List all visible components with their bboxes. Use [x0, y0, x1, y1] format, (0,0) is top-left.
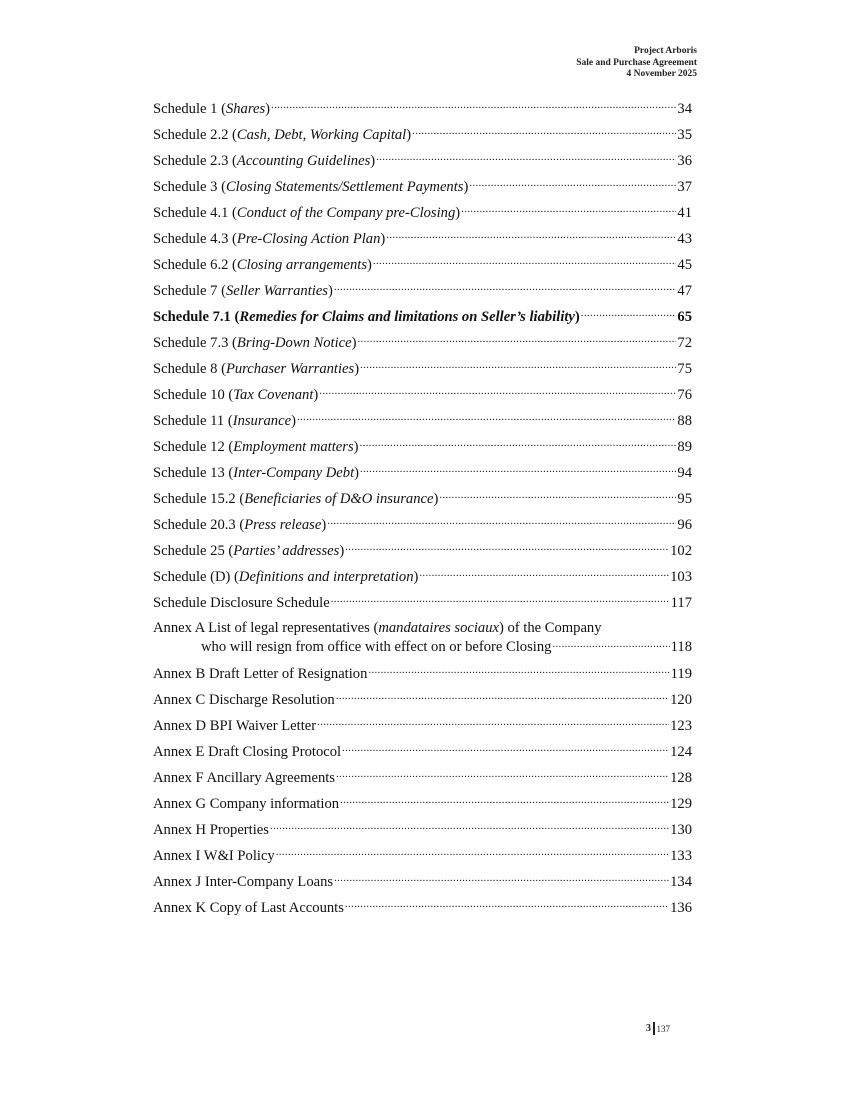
toc-entry-schedule-2-3[interactable]: [153, 151, 692, 177]
dot-leader: [345, 541, 669, 555]
toc-entry-page: 65: [677, 309, 692, 325]
toc-entry-label: Annex A List of legal representatives (mandataires sociaux) of the Company: [153, 620, 602, 636]
toc-entry-page: 123: [670, 718, 692, 734]
toc-entry-page: 136: [670, 900, 692, 916]
toc-entry-annex-d[interactable]: [153, 716, 692, 742]
toc-entry-label: Annex G Company information: [153, 796, 340, 812]
toc-entry-label: Annex K Copy of Last Accounts: [153, 900, 344, 916]
dot-leader: [336, 690, 669, 704]
toc-entry-label: Schedule 1 (Shares): [153, 101, 271, 117]
toc-entry-schedule-2-2[interactable]: [153, 125, 692, 151]
toc-entry-page: 95: [677, 491, 692, 507]
toc-entry-page: 102: [670, 543, 692, 559]
dot-leader: [270, 820, 669, 834]
toc-entry-page: 103: [670, 569, 692, 585]
toc-entry-schedule-25[interactable]: [153, 541, 692, 567]
dot-leader: [376, 151, 676, 165]
dot-leader: [368, 664, 669, 678]
toc-entry-schedule-3[interactable]: [153, 177, 692, 203]
header-doc-type: Sale and Purchase Agreement: [576, 57, 697, 68]
toc-entry-label: Annex J Inter-Company Loans: [153, 874, 334, 890]
toc-entry-page: 128: [670, 770, 692, 786]
toc-entry-schedule-10[interactable]: [153, 385, 692, 411]
dot-leader: [581, 307, 677, 321]
toc-entry-page: 120: [670, 692, 692, 708]
toc-entry-schedule-7[interactable]: [153, 281, 692, 307]
toc-entry-page: 129: [670, 796, 692, 812]
dot-leader: [439, 489, 676, 503]
dot-leader: [276, 846, 669, 860]
toc-entry-label: Schedule 4.3 (Pre-Closing Action Plan): [153, 231, 386, 247]
toc-entry-page: 130: [670, 822, 692, 838]
toc-entry-annex-a[interactable]: [153, 619, 692, 664]
toc-entry-label: Schedule 4.1 (Conduct of the Company pre-Closing): [153, 205, 461, 221]
toc-entry-label-continued: who will resign from office with effect on or before Closing: [201, 639, 552, 655]
toc-entry-schedule-20-3[interactable]: [153, 515, 692, 541]
toc-entry-label: Schedule 12 (Employment matters): [153, 439, 359, 455]
header-project: Project Arboris: [634, 46, 697, 56]
toc-entry-label: Schedule 6.2 (Closing arrangements): [153, 257, 372, 273]
toc-entry-label: Schedule 13 (Inter-Company Debt): [153, 465, 360, 481]
toc-entry-label: Schedule (D) (Definitions and interpretation): [153, 569, 419, 585]
toc-entry-page: 43: [677, 231, 692, 247]
toc-entry-label: Annex H Properties: [153, 822, 269, 838]
toc-entry-schedule-7-3[interactable]: [153, 333, 692, 359]
toc-entry-label: Schedule 11 (Insurance): [153, 413, 296, 429]
dot-leader: [469, 177, 676, 191]
toc-entry-label: Schedule 7.1 (Remedies for Claims and limitations on Seller’s liability): [153, 309, 580, 325]
toc-entry-page: 72: [677, 335, 692, 351]
dot-leader: [319, 385, 676, 399]
toc-entry-label: Annex E Draft Closing Protocol: [153, 744, 342, 760]
toc-entry-annex-e[interactable]: [153, 742, 692, 768]
dot-leader: [360, 437, 677, 451]
toc-entry-label: Schedule Disclosure Schedule: [153, 595, 330, 611]
toc-entry-page: 41: [677, 205, 692, 221]
toc-entry-page: 88: [677, 413, 692, 429]
toc-entry-page: 133: [670, 848, 692, 864]
toc-entry-label: Schedule 20.3 (Press release): [153, 517, 327, 533]
toc-entry-page: 47: [677, 283, 692, 299]
toc-entry-annex-j[interactable]: [153, 872, 692, 898]
current-page: 3: [646, 1023, 651, 1034]
toc-entry-label: Schedule 3 (Closing Statements/Settlement Payments): [153, 179, 469, 195]
dot-leader: [358, 333, 677, 347]
dot-leader: [331, 593, 670, 607]
toc-entry-page: 36: [677, 153, 692, 169]
toc-entry-label: Schedule 15.2 (Beneficiaries of D&O insurance): [153, 491, 439, 507]
toc-entry-label: Annex C Discharge Resolution: [153, 692, 335, 708]
toc-entry-label: Schedule 7.3 (Bring-Down Notice): [153, 335, 357, 351]
page-separator: [653, 1022, 655, 1035]
toc-entry-label: Schedule 25 (Parties’ addresses): [153, 543, 345, 559]
toc-entry-annex-b[interactable]: [153, 664, 692, 690]
toc-entry-annex-f[interactable]: [153, 768, 692, 794]
toc-entry-page: 34: [677, 101, 692, 117]
toc-entry-annex-c[interactable]: [153, 690, 692, 716]
toc-entry-label: Annex F Ancillary Agreements: [153, 770, 335, 786]
toc-entry-page: 76: [677, 387, 692, 403]
dot-leader: [317, 716, 669, 730]
toc-entry-label: Annex D BPI Waiver Letter: [153, 718, 317, 734]
toc-entry-page: 94: [677, 465, 692, 481]
dot-leader: [419, 567, 669, 581]
dot-leader: [360, 463, 676, 477]
toc-entry-page: 37: [677, 179, 692, 195]
toc-entry-schedule-disclosure[interactable]: [153, 593, 692, 619]
toc-entry-page: 96: [677, 517, 692, 533]
dot-leader: [552, 637, 669, 651]
toc-entry-schedule-d[interactable]: [153, 567, 692, 593]
toc-entry-schedule-1[interactable]: [153, 99, 692, 125]
dot-leader: [412, 125, 676, 139]
dot-leader: [327, 515, 676, 529]
toc-entry-page: 119: [670, 666, 692, 682]
toc-entry-label: Annex I W&I Policy: [153, 848, 275, 864]
toc-entry-page: 117: [670, 595, 692, 611]
toc-entry-label: Schedule 7 (Seller Warranties): [153, 283, 333, 299]
header-date: 4 November 2025: [626, 69, 697, 79]
dot-leader: [360, 359, 676, 373]
toc-entry-schedule-4-3[interactable]: [153, 229, 692, 255]
toc-entry-annex-h[interactable]: [153, 820, 692, 846]
toc-entry-schedule-11[interactable]: [153, 411, 692, 437]
dot-leader: [373, 255, 676, 269]
dot-leader: [334, 281, 677, 295]
dot-leader: [342, 742, 669, 756]
toc-entry-annex-g[interactable]: [153, 794, 692, 820]
toc-entry-page: 124: [670, 744, 692, 760]
toc-entry-label: Schedule 8 (Purchaser Warranties): [153, 361, 360, 377]
dot-leader: [336, 768, 669, 782]
toc-entry-page: 45: [677, 257, 692, 273]
page-header: [576, 46, 697, 81]
toc-entry-label: Schedule 2.3 (Accounting Guidelines): [153, 153, 376, 169]
toc-entry-schedule-15-2[interactable]: [153, 489, 692, 515]
toc-entry-page: 35: [677, 127, 692, 143]
toc-entry-schedule-6-2[interactable]: [153, 255, 692, 281]
dot-leader: [271, 99, 676, 113]
dot-leader: [297, 411, 676, 425]
dot-leader: [340, 794, 669, 808]
total-pages: 137: [656, 1023, 670, 1034]
toc-entry-page: 134: [670, 874, 692, 890]
toc-entry-label: Annex B Draft Letter of Resignation: [153, 666, 368, 682]
page-number: [646, 1022, 670, 1035]
toc-entry-schedule-13[interactable]: [153, 463, 692, 489]
dot-leader: [334, 872, 669, 886]
toc-entry-schedule-8[interactable]: [153, 359, 692, 385]
toc-entry-label: Schedule 2.2 (Cash, Debt, Working Capital): [153, 127, 412, 143]
dot-leader: [386, 229, 676, 243]
toc-entry-page: 118: [670, 639, 692, 655]
toc-entry-annex-k[interactable]: [153, 898, 692, 924]
dot-leader: [461, 203, 676, 217]
toc-entry-page: 75: [677, 361, 692, 377]
toc-entry-schedule-4-1[interactable]: [153, 203, 692, 229]
dot-leader: [345, 898, 669, 912]
toc-entry-schedule-12[interactable]: [153, 437, 692, 463]
table-of-contents: [153, 99, 692, 924]
toc-entry-annex-i[interactable]: [153, 846, 692, 872]
toc-entry-schedule-7-1[interactable]: [153, 307, 692, 333]
toc-entry-page: 89: [677, 439, 692, 455]
toc-entry-label: Schedule 10 (Tax Covenant): [153, 387, 319, 403]
